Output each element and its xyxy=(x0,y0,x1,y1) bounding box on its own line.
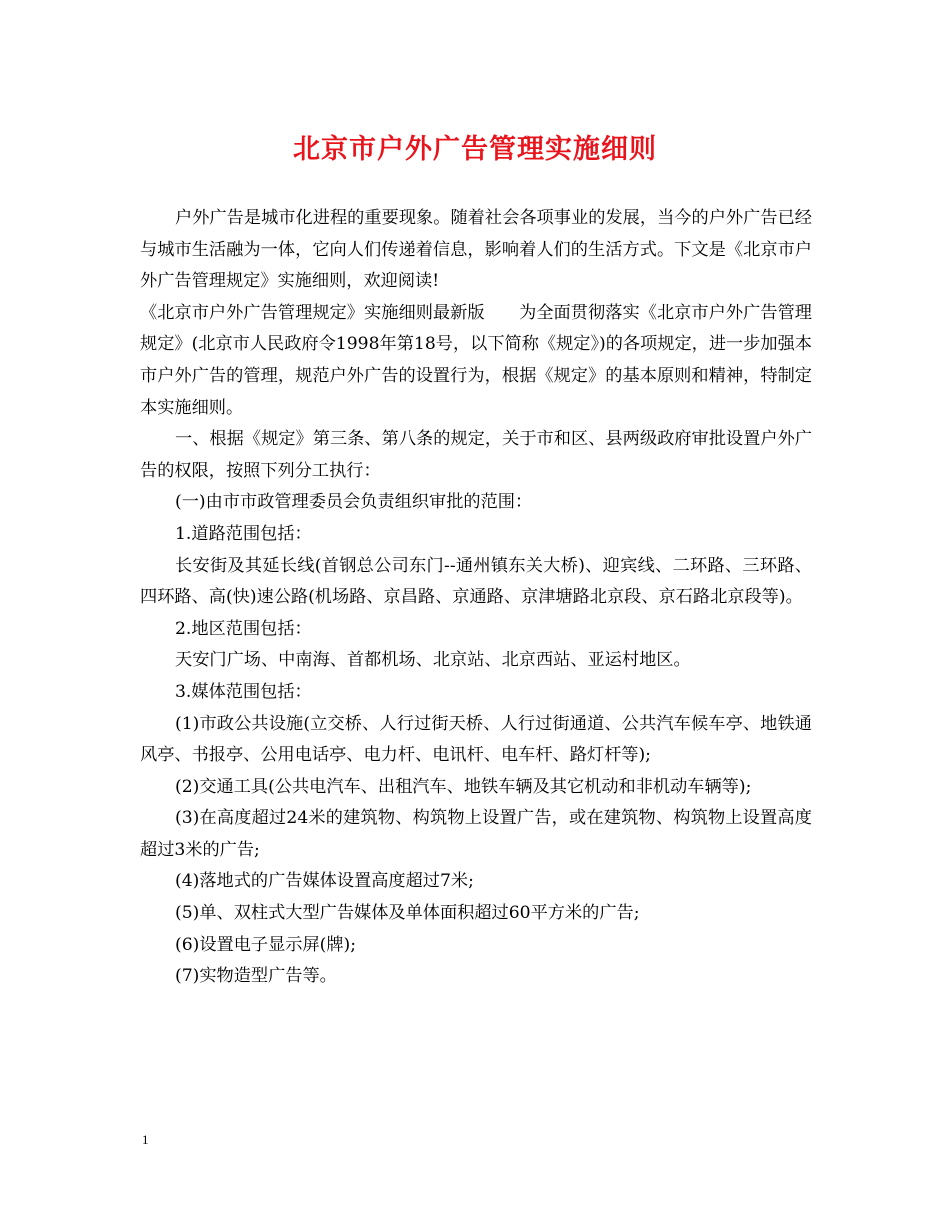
road-scope-paragraph: 长安街及其延长线(首钢总公司东门--通州镇东关大桥)、迎宾线、二环路、三环路、四环路、高(快)速公路(机场路、京昌路、京通路、京津塘路北京段、京石路北京段等)。 xyxy=(140,555,812,608)
media-item: (2)交通工具(公共电汽车、出租汽车、地铁车辆及其它机动和非机动车辆等); xyxy=(175,776,752,797)
media-item: (6)设置电子显示屏(牌); xyxy=(175,934,357,955)
area-scope-paragraph: 天安门广场、中南海、首都机场、北京站、北京西站、亚运村地区。 xyxy=(175,650,691,671)
area-scope-heading: 2.地区范围包括： xyxy=(175,618,312,639)
document-body xyxy=(140,203,812,993)
article-one-paragraph: 一、根据《规定》第三条、第八条的规定，关于市和区、县两级政府审批设置户外广告的权限，按照下列分工执行： xyxy=(140,429,812,481)
media-item: (7)实物造型广告等。 xyxy=(175,966,337,987)
document-title: 北京市户外广告管理实施细则 xyxy=(293,134,657,165)
road-scope-heading: 1.道路范围包括： xyxy=(175,523,312,544)
section-heading: (一)由市市政管理委员会负责组织审批的范围： xyxy=(175,492,533,513)
intro-paragraph: 户外广告是城市化进程的重要现象。随着社会各项事业的发展，当今的户外广告已经与城市生活融为一体，它向人们传递着信息，影响着人们的生活方式。下文是《北京市户外广告管理规定》实施细则，欢迎阅读! xyxy=(140,208,812,292)
media-item: (5)单、双柱式大型广告媒体及单体面积超过60平方米的广告; xyxy=(175,903,640,924)
page-number: 1 xyxy=(142,1132,149,1147)
media-item: (1)市政公共设施(立交桥、人行过街天桥、人行过街通道、公共汽车候车亭、地铁通风亭、书报亭、公用电话亭、电力杆、电讯杆、电车杆、路灯杆等); xyxy=(140,713,812,766)
media-scope-heading: 3.媒体范围包括： xyxy=(175,681,312,702)
media-item: (3)在高度超过24米的建筑物、构筑物上设置广告，或在建筑物、构筑物上设置高度超过3米的广告; xyxy=(140,808,812,860)
media-item: (4)落地式的广告媒体设置高度超过7米; xyxy=(175,871,474,892)
preamble-paragraph: 《北京市户外广告管理规定》实施细则最新版 为全面贯彻落实《北京市户外广告管理规定》(北京市人民政府令1998年第18号，以下简称《规定》)的各项规定，进一步加强本市户外广告的管理，规范户外广告的设置行为，根据《规定》的基本原则和精神，特制定本实施细则。 xyxy=(140,302,812,418)
